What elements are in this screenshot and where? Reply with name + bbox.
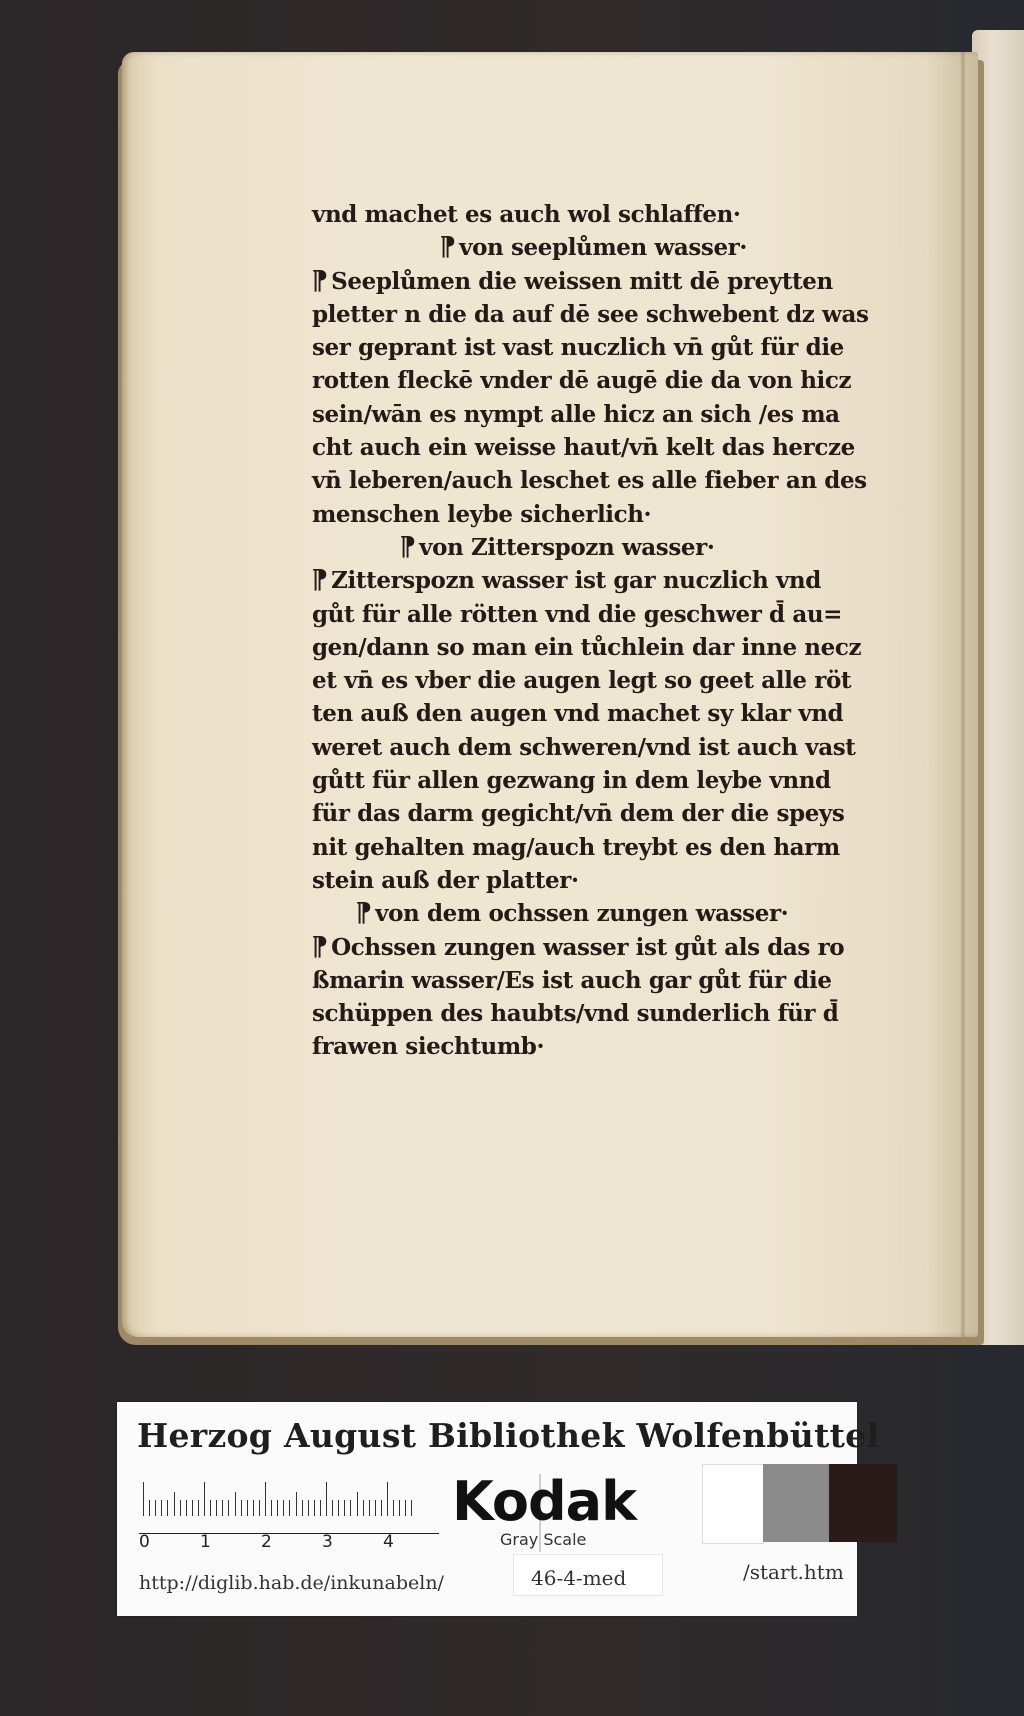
- line-text: weret auch dem schweren/vnd ist auch vast: [312, 733, 856, 761]
- ruler-tick: [405, 1500, 406, 1516]
- shelfmark: 46-4-med: [531, 1566, 627, 1590]
- text-line: [312, 1030, 920, 1063]
- text-line: [312, 931, 920, 964]
- line-text: gen/dann so man ein tůchlein dar inne necz: [312, 633, 862, 661]
- kodak-logo: Kodak: [452, 1470, 636, 1533]
- text-line: [312, 598, 920, 631]
- line-text: Seeplůmen die weissen mitt dē preytten: [331, 267, 833, 295]
- ruler-tick: [411, 1500, 412, 1516]
- line-text: schüppen des haubts/vnd sunderlich für d̄: [312, 1000, 839, 1028]
- paragraph-mark-icon: ¶: [312, 565, 329, 596]
- ruler-tick: [167, 1500, 168, 1516]
- paragraph-mark-icon: ¶: [312, 265, 329, 296]
- text-line: [312, 298, 920, 331]
- ruler-tick: [204, 1482, 205, 1516]
- ruler-tick: [241, 1500, 242, 1516]
- ruler-number: 1: [200, 1532, 211, 1552]
- line-text: pletter n die da auf dē see schwebent dz was: [312, 300, 869, 328]
- library-target-card: [117, 1402, 880, 1616]
- ruler-tick: [320, 1500, 321, 1516]
- line-text: für das darm gegicht/vn̄ dem der die speys: [312, 800, 845, 828]
- text-line: [312, 331, 920, 364]
- ruler-tick: [265, 1482, 266, 1516]
- ruler-tick: [180, 1500, 181, 1516]
- ruler-tick: [235, 1492, 236, 1516]
- paragraph-mark-icon: ¶: [400, 531, 417, 562]
- ruler-tick: [186, 1500, 187, 1516]
- text-line: [312, 431, 920, 464]
- text-line: [312, 664, 920, 697]
- ruler-tick: [271, 1500, 272, 1516]
- ruler-tick: [381, 1500, 382, 1516]
- page-text: [312, 198, 920, 1064]
- ruler-tick: [375, 1500, 376, 1516]
- text-line: [312, 398, 920, 431]
- text-line: [312, 631, 920, 664]
- line-text: von Zitterspozn wasser·: [419, 533, 715, 561]
- ruler-tick: [259, 1500, 260, 1516]
- line-text: nit gehalten mag/auch treybt es den harm: [312, 833, 840, 861]
- ruler-tick: [289, 1500, 290, 1516]
- ruler-tick: [314, 1500, 315, 1516]
- ruler-tick: [155, 1500, 156, 1516]
- url-suffix: /start.htm: [743, 1560, 844, 1584]
- ruler-number: 0: [139, 1532, 150, 1552]
- ruler-tick: [308, 1500, 309, 1516]
- ruler-tick: [332, 1500, 333, 1516]
- ruler-tick: [228, 1500, 229, 1516]
- ruler-tick: [326, 1482, 327, 1516]
- text-line: [312, 964, 920, 997]
- text-line: [312, 864, 920, 897]
- ruler-baseline: [139, 1533, 439, 1534]
- ruler-tick: [253, 1500, 254, 1516]
- text-line: [312, 997, 920, 1030]
- line-text: ten auß den augen vnd machet sy klar vnd: [312, 700, 844, 728]
- url-prefix: http://diglib.hab.de/inkunabeln/: [139, 1572, 444, 1594]
- page-gutter: [960, 52, 966, 1337]
- ruler-tick: [149, 1500, 150, 1516]
- ruler-tick: [369, 1500, 370, 1516]
- ruler-tick: [143, 1482, 144, 1516]
- ruler-tick: [192, 1500, 193, 1516]
- text-line: [312, 198, 920, 231]
- line-text: sein/wān es nympt alle hicz an sich /es ma: [312, 400, 840, 428]
- ruler-tick: [357, 1492, 358, 1516]
- text-line: [312, 764, 920, 797]
- ruler-tick: [216, 1500, 217, 1516]
- ruler-tick: [296, 1492, 297, 1516]
- ruler-tick: [161, 1500, 162, 1516]
- line-text: von dem ochssen zungen wasser·: [375, 900, 789, 928]
- gray-patch: [763, 1464, 829, 1542]
- ruler-tick: [350, 1500, 351, 1516]
- paragraph-mark-icon: ¶: [440, 232, 457, 263]
- line-text: vn̄ leberen/auch leschet es alle fieber an des: [312, 467, 867, 495]
- line-text: frawen siechtumb·: [312, 1033, 545, 1061]
- line-text: von seeplůmen wasser·: [459, 234, 748, 262]
- text-line: [312, 364, 920, 397]
- line-text: et vn̄ es vber die augen legt so geet alle röt: [312, 667, 852, 695]
- ruler-tick: [302, 1500, 303, 1516]
- text-line: [312, 797, 920, 830]
- line-text: stein auß der platter·: [312, 866, 579, 894]
- ruler-tick: [210, 1500, 211, 1516]
- line-text: Zitterspozn wasser ist gar nuczlich vnd: [331, 567, 821, 595]
- ruler-tick: [344, 1500, 345, 1516]
- ruler-tick: [222, 1500, 223, 1516]
- text-line: [312, 265, 920, 298]
- line-text: cht auch ein weisse haut/vn̄ kelt das hercze: [312, 434, 855, 462]
- ruler-tick: [363, 1500, 364, 1516]
- library-name: Herzog August Bibliothek Wolfenbüttel: [137, 1416, 880, 1455]
- line-text: menschen leybe sicherlich·: [312, 500, 652, 528]
- text-line: [312, 897, 920, 930]
- ruler-tick: [387, 1482, 388, 1516]
- black-patch: [829, 1464, 897, 1542]
- line-text: vnd machet es auch wol schlaffen·: [312, 201, 741, 228]
- ruler-number: 3: [322, 1532, 333, 1552]
- ruler-tick: [338, 1500, 339, 1516]
- gray-scale-caption: Gray Scale: [500, 1530, 587, 1549]
- line-text: ßmarin wasser/Es ist auch gar gůt für die: [312, 966, 832, 994]
- line-text: gůt für alle rötten vnd die geschwer d̄ au=: [312, 600, 843, 628]
- line-text: rotten fleckē vnder dē augē die da von hicz: [312, 367, 852, 395]
- text-line: [312, 231, 920, 264]
- text-line: [312, 498, 920, 531]
- ruler-tick: [198, 1500, 199, 1516]
- ruler-tick: [174, 1492, 175, 1516]
- white-patch: [702, 1464, 764, 1544]
- text-line: [312, 564, 920, 597]
- text-line: [312, 464, 920, 497]
- ruler-tick: [393, 1500, 394, 1516]
- ruler-tick: [277, 1500, 278, 1516]
- text-line: [312, 531, 920, 564]
- text-line: [312, 831, 920, 864]
- line-text: gůtt für allen gezwang in dem leybe vnnd: [312, 767, 831, 795]
- line-text: Ochssen zungen wasser ist gůt als das ro: [331, 933, 845, 961]
- line-text: ser geprant ist vast nuczlich vn̄ gůt für die: [312, 334, 844, 362]
- ruler-number: 2: [261, 1532, 272, 1552]
- ruler-number: 4: [383, 1532, 394, 1552]
- paragraph-mark-icon: ¶: [356, 898, 373, 929]
- paragraph-mark-icon: ¶: [312, 931, 329, 962]
- ruler-tick: [283, 1500, 284, 1516]
- text-line: [312, 697, 920, 730]
- ruler-tick: [399, 1500, 400, 1516]
- text-line: [312, 731, 920, 764]
- ruler-tick: [247, 1500, 248, 1516]
